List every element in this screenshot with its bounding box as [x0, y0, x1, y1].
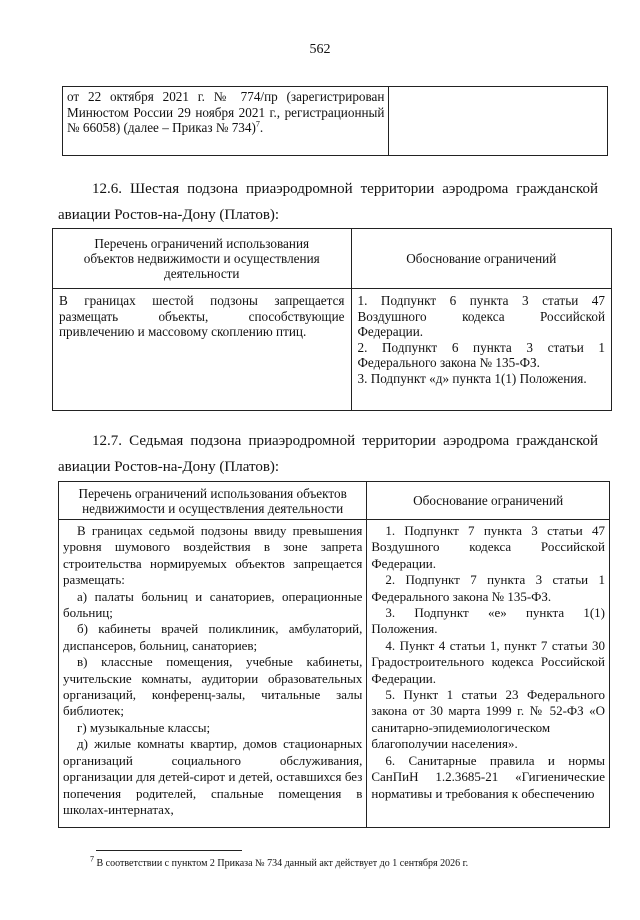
- section-12-7-heading: 12.7. Седьмая подзона приаэродромной территории аэродрома гражданской авиации Ростов-на-Дону (Платов):: [58, 433, 598, 475]
- table-12-6-col1-header-text: Перечень ограничений использования объектов недвижимости и осуществления деятельности: [83, 236, 320, 281]
- footnote: [90, 854, 610, 869]
- top-table-right-cell: [389, 87, 608, 156]
- footnote-marker: 7: [90, 854, 94, 864]
- table-12-7-ground-2: 2. Подпункт 7 пункта 3 статьи 1 Федерального закона № 135-ФЗ.: [371, 572, 605, 604]
- section-12-7-table: [58, 481, 610, 828]
- section-12-6-table: [52, 228, 612, 411]
- table-12-7-col2-header-text: Обоснование ограничений: [413, 493, 564, 508]
- table-12-6-ground-2: 2. Подпункт 6 пункта 3 статьи 1 Федерального закона № 135-ФЗ.: [357, 339, 605, 371]
- table-12-7-restrictions-cell: [59, 520, 367, 828]
- top-table-left-cell: [63, 87, 389, 156]
- table-12-6-restriction-cell: [53, 289, 352, 411]
- table-12-7-grounds-cell: [367, 520, 610, 828]
- page-number: 562: [309, 42, 331, 57]
- table-12-6-col1-header: [53, 229, 352, 289]
- top-table-text-block: от 22 октября 2021 г. № 774/пр (зарегистрирован Минюстом России 29 ноября 2021 г., регистрационный № 66058) (далее – Приказ № 734)$^7$.: [67, 89, 385, 136]
- table-12-7-ground-6: 6. Санитарные правила и нормы СанПиН 1.2.3685-21 «Гигиенические нормативы и требования к обеспечению: [371, 752, 605, 801]
- table-12-7-ground-4: 4. Пункт 4 статьи 1, пункт 7 статьи 30 Градостроительного кодекса Российской Федерации.: [371, 637, 605, 686]
- table-12-7-ground-5: 5. Пункт 1 статьи 23 Федерального закона от 30 марта 1999 г. № 52-ФЗ «О санитарно-эпидемиологическом благополучии населения».: [371, 687, 605, 752]
- section-12-6-heading: 12.6. Шестая подзона приаэродромной территории аэродрома гражданской авиации Ростов-на-Дону (Платов):: [58, 181, 598, 223]
- table-12-6-col2-header: [351, 229, 612, 289]
- footnote-ref: 7: [255, 119, 260, 129]
- footnote-separator: [96, 850, 242, 851]
- table-12-7-restriction-a: а) палаты больниц и санаториев, операционные больниц;: [63, 588, 363, 621]
- top-continuation-table: [62, 86, 608, 156]
- table-12-7-col1-header-text: Перечень ограничений использования объектов недвижимости и осуществления деятельности: [78, 485, 347, 516]
- table-12-7-ground-3: 3. Подпункт «е» пункта 1(1) Положения.: [371, 605, 605, 637]
- table-12-7-restriction-v: в) классные помещения, учебные кабинеты, учительские комнаты, аудитории образовательных организаций, конференц-залы, читальные залы библиотек;: [63, 654, 363, 719]
- table-12-7-col2-header: [367, 482, 610, 520]
- table-12-7-restriction-b: б) кабинеты врачей поликлиник, амбулаторий, диспансеров, больниц, санаториев;: [63, 621, 363, 653]
- table-12-7-restriction-g: г) музыкальные классы;: [77, 719, 211, 735]
- table-12-7-restriction-intro: В границах седьмой подзоны ввиду превышения уровня шумового воздействия в зоне запрета строительства нормируемых объектов запрещается размещать:: [63, 523, 363, 588]
- table-12-6-grounds-cell: [351, 289, 612, 411]
- table-12-6-col2-header-text: Обоснование ограничений: [406, 251, 557, 266]
- footnote-text: В соответствии с пунктом 2 Приказа № 734 данный акт действует до 1 сентября 2026 г.: [96, 858, 469, 869]
- table-12-7-restriction-d: д) жилые комнаты квартир, домов стационарных организаций социального обслуживания, организации для детей-сирот и детей, оставшихся без попечения родителей, спальные помещения в школах-интернатах,: [63, 736, 363, 817]
- table-12-7-col1-header: [59, 482, 367, 520]
- table-12-7-ground-1: 1. Подпункт 7 пункта 3 статьи 47 Воздушного кодекса Российской Федерации.: [371, 523, 605, 571]
- table-12-6-ground-1: 1. Подпункт 6 пункта 3 статьи 47 Воздушного кодекса Российской Федерации.: [357, 293, 605, 340]
- table-12-6-ground-3: 3. Подпункт «д» пункта 1(1) Положения.: [357, 370, 587, 386]
- table-12-6-restriction: В границах шестой подзоны запрещается размещать объекты, способствующие привлечению и массовому скоплению птиц.: [59, 293, 345, 340]
- top-table-text: от 22 октября 2021 г. № 774/пр (зарегистрирован Минюстом России 29 ноября 2021 г., регистрационный № 66058) (далее – Приказ № 734): [67, 89, 385, 136]
